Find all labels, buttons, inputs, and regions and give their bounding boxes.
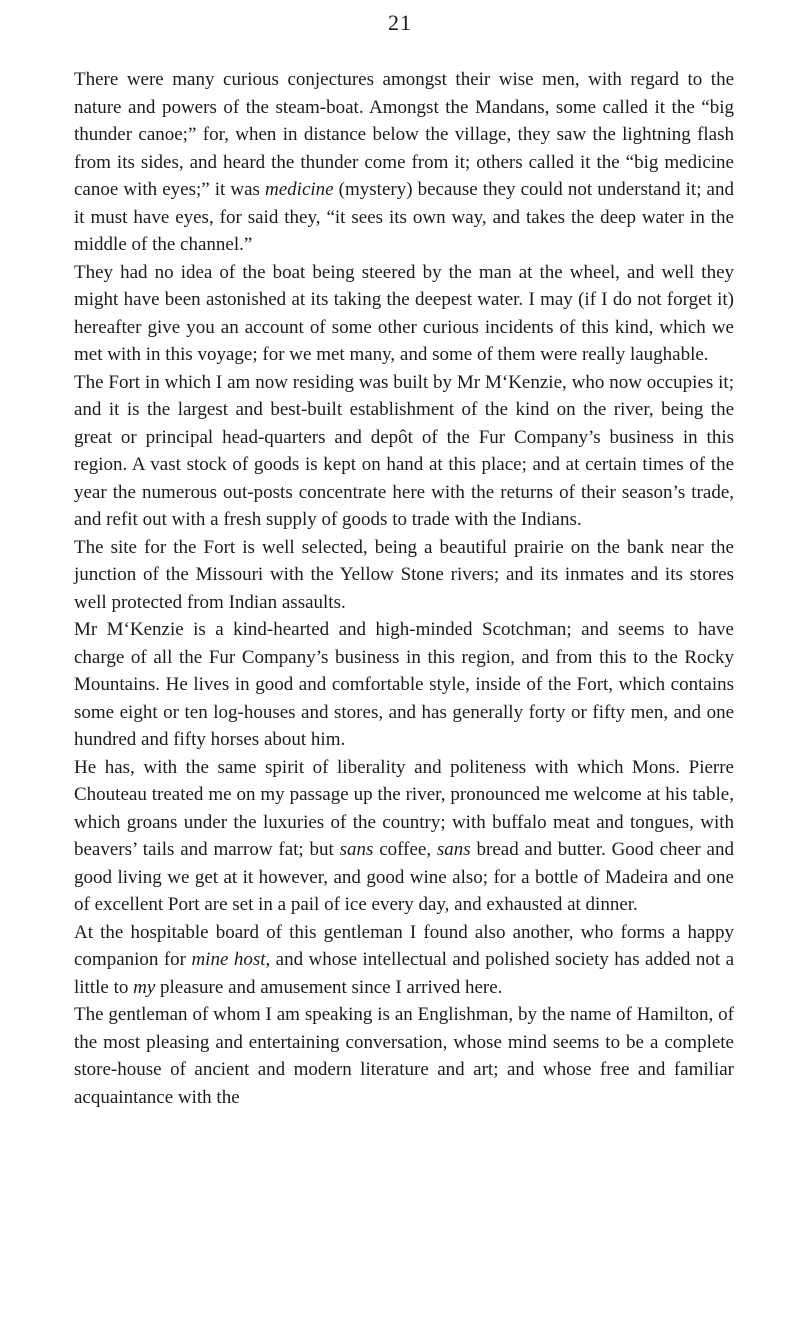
paragraph	[74, 754, 734, 919]
body-text	[74, 66, 734, 1111]
paragraph	[74, 919, 734, 1002]
paragraph-text: , and whose intellectual and polished society has added not a little to	[74, 949, 735, 998]
paragraph-text: They had no idea of the boat being steered by the man at the wheel, and well they might have been astonished at its taking the deepest water. I may (if I do not forget it) hereafter give you an account of some other curious incidents of this kind, which we met with in this voyage; for we met many, and some of them were really laughable.	[74, 261, 734, 365]
paragraph-text: pleasure and amusement since I arrived here.	[155, 976, 503, 998]
paragraph-text: coffee,	[373, 839, 437, 860]
paragraph	[74, 534, 734, 617]
paragraph	[74, 616, 734, 754]
paragraph-text: The gentleman of whom I am speaking is an Englishman, by the name of Hamilton, of the most pleasing and entertaining conversation, whose mind seems to be a complete store-house of ancient and modern literature and art; and whose free and familiar acquaintance with the	[74, 1004, 734, 1108]
paragraph-text: bread and butter. Good cheer and good living we get at it however, and good wine also; for a bottle of Madeira and one of excellent Port are set in a pail of ice every day, and exhausted at dinner.	[74, 839, 734, 915]
italic-text: medicine	[265, 179, 334, 200]
paragraph-text: (mystery) because they could not understand it; and it must have eyes, for said they, “it sees its own way, and takes the deep water in the middle of the channel.”	[74, 179, 734, 255]
paragraph-text: Mr M‘Kenzie is a kind-hearted and high-minded Scotchman; and seems to have charge of all the Fur Company’s business in this region, and from this to the Rocky Mountains. He lives in good and comfortable style, inside of the Fort, which contains some eight or ten log-houses and stores, and has generally forty or fifty men, and one hundred and fifty horses about him.	[74, 619, 734, 750]
paragraph	[74, 1001, 734, 1111]
paragraph-text: The Fort in which I am now residing was built by Mr M‘Kenzie, who now occupies it; and it is the largest and best-built establishment of the kind on the river, being the great or principal head-quarters and depôt of the Fur Company’s business in this region. A vast stock of goods is kept on hand at this place; and at certain times of the year the numerous out-posts concentrate here with the returns of their season’s trade, and refit out with a fresh supply of goods to trade with the Indians.	[74, 371, 734, 530]
paragraph-text: He has, with the same spirit of liberality and politeness with which Mons. Pierre Chouteau treated me on my passage up the river, pronounced me welcome at his table, which groans under the luxuries of the country; with buffalo meat and tongues, with beavers’ tails and marrow fat; but	[74, 756, 734, 860]
italic-text: mine host	[191, 949, 266, 970]
paragraph-text: At the hospitable board of this gentleman I found also another, who forms a happy companion for	[74, 921, 734, 970]
paragraph-text: There were many curious conjectures amongst their wise men, with regard to the nature and powers of the steam-boat. Amongst the Mandans, some called it the “big thunder canoe;” for, when in distance below the village, they saw the lightning flash from its sides, and heard the thunder come from it; others called it the “big medicine canoe with eyes;” it was	[74, 69, 734, 200]
italic-text: sans	[339, 839, 374, 860]
paragraph	[74, 369, 734, 534]
paragraph	[74, 66, 734, 259]
italic-text: my	[133, 976, 156, 998]
page-number: 21	[388, 10, 412, 35]
paragraph	[74, 259, 734, 369]
italic-text: sans	[436, 839, 471, 860]
paragraph-text: The site for the Fort is well selected, being a beautiful prairie on the bank near the junction of the Missouri with the Yellow Stone rivers; and its inmates and its stores well protected from Indian assaults.	[74, 536, 734, 613]
